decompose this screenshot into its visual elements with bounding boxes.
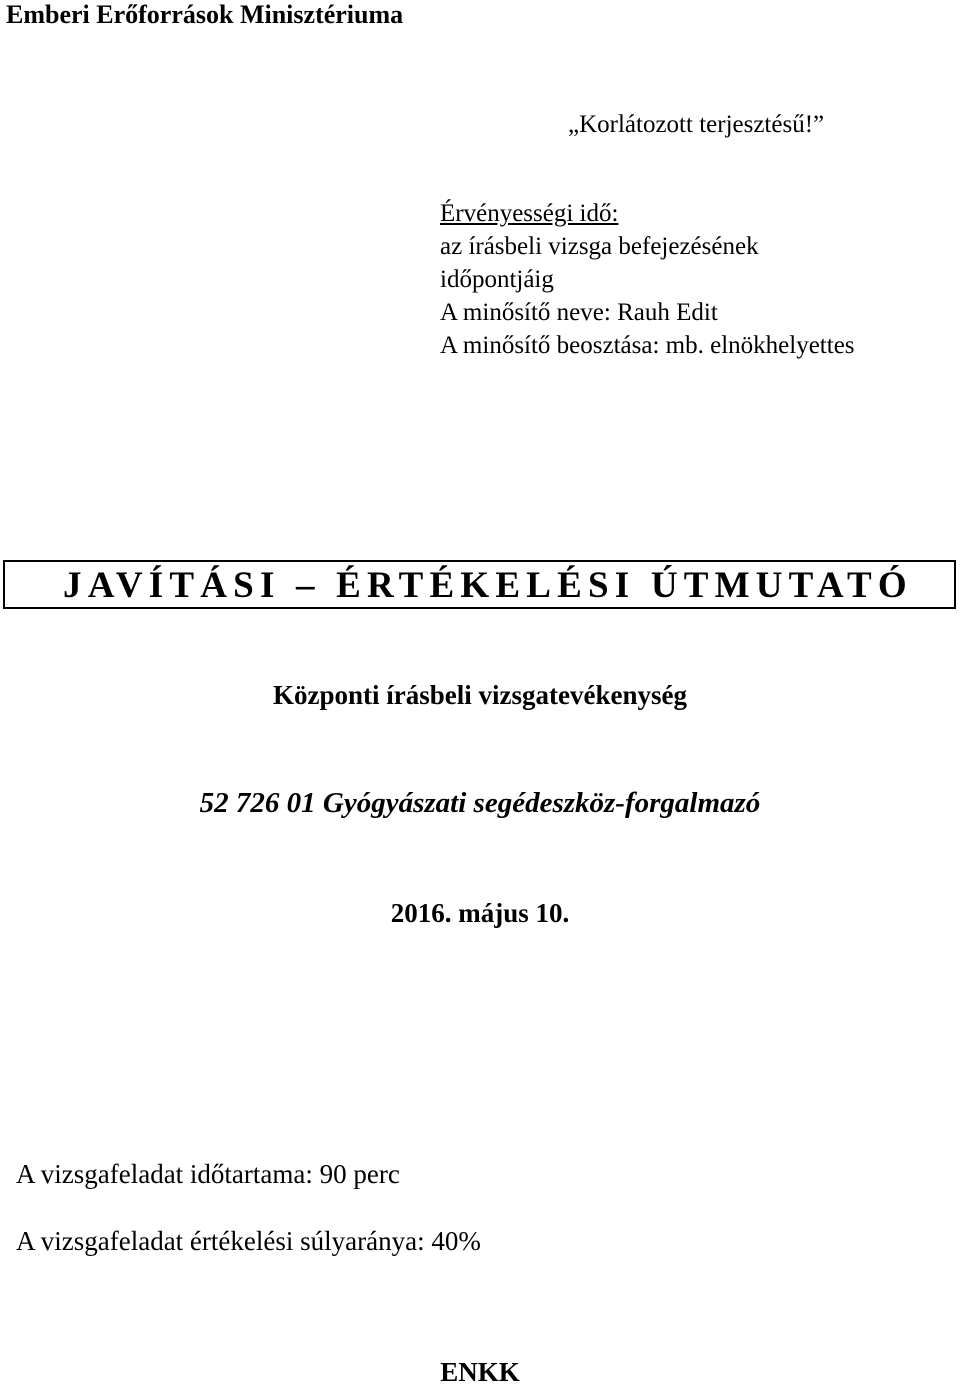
classifier-name: A minősítő neve: Rauh Edit — [440, 299, 718, 326]
qualification-title: 52 726 01 Gyógyászati segédeszköz-forgalmazó — [199, 787, 761, 819]
document-title: JAVÍTÁSI – ÉRTÉKELÉSI ÚTMUTATÓ — [63, 565, 913, 606]
validity-title: Érvényességi idő: — [440, 200, 619, 227]
classifier-position: A minősítő beosztása: mb. elnökhelyettes — [440, 332, 855, 359]
ministry-name: Emberi Erőforrások Minisztériuma — [6, 0, 404, 29]
exam-type: Központi írásbeli vizsgatevékenység — [273, 680, 687, 710]
validity-block — [440, 197, 855, 362]
restricted-distribution-notice: „Korlátozott terjesztésű!” — [568, 111, 825, 138]
validity-line-1: az írásbeli vizsga befejezésének — [440, 233, 759, 260]
exam-weight: A vizsgafeladat értékelési súlyaránya: 40% — [16, 1226, 481, 1256]
exam-date: 2016. május 10. — [390, 898, 570, 928]
validity-line-2: időpontjáig — [440, 266, 554, 293]
agency-name: ENKK — [440, 1357, 520, 1387]
exam-duration: A vizsgafeladat időtartama: 90 perc — [16, 1159, 400, 1189]
document-title-box — [3, 560, 956, 609]
